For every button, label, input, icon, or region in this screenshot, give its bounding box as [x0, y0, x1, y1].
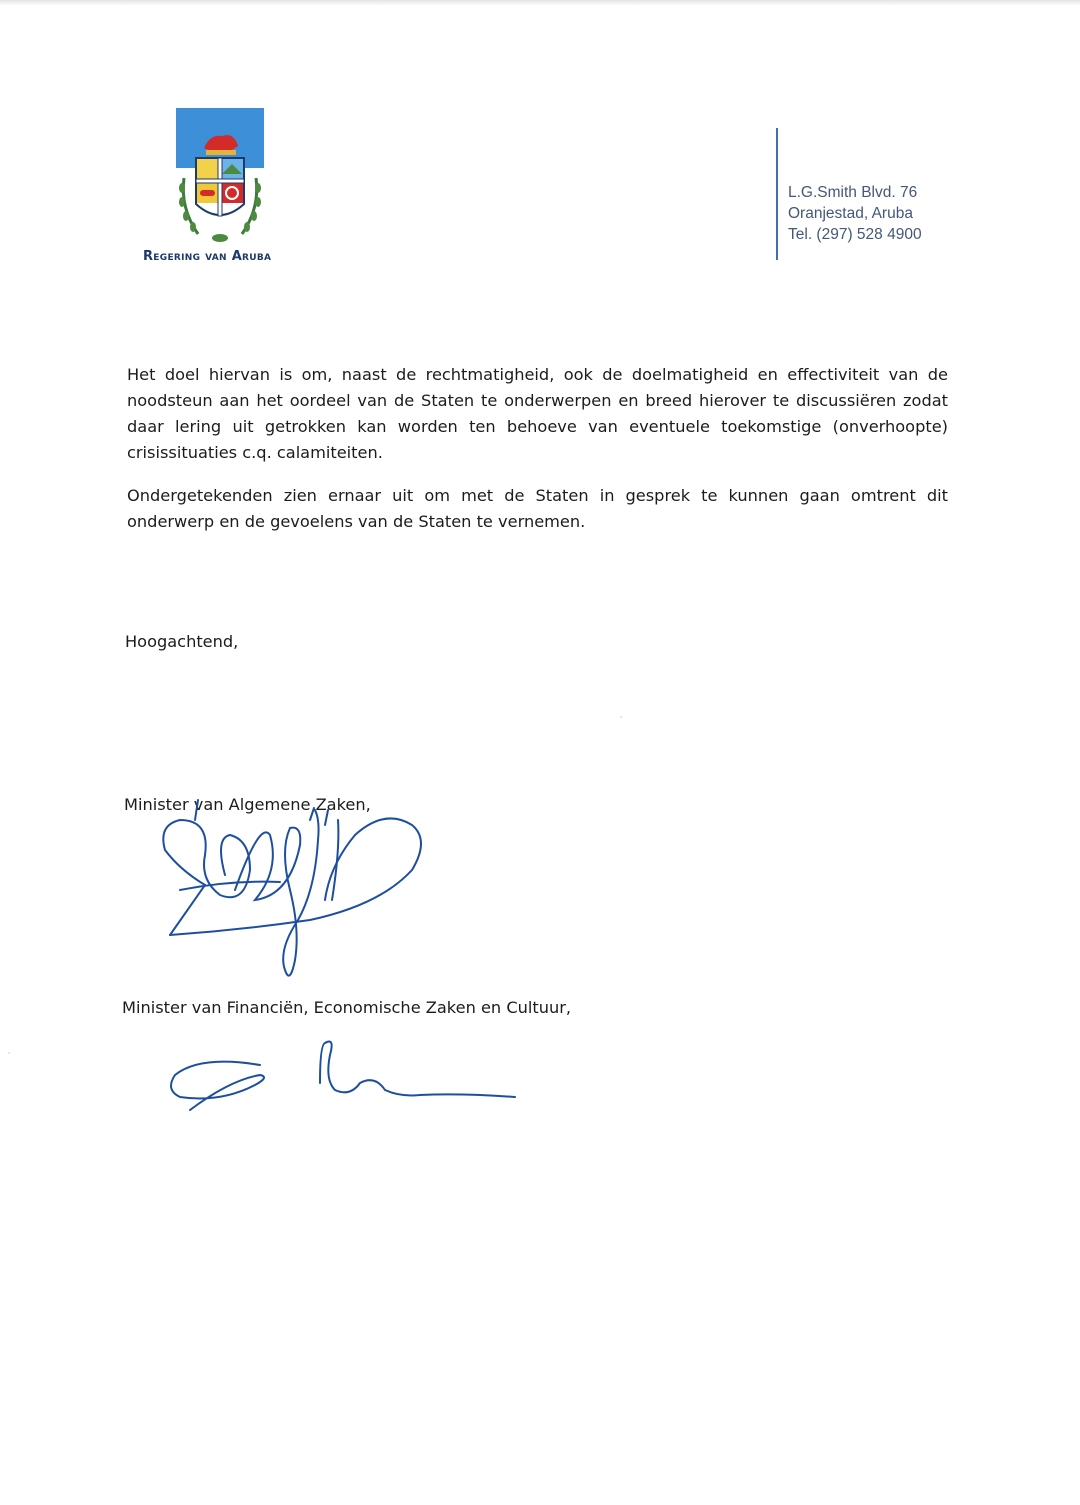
header-divider	[776, 128, 778, 260]
address-line: L.G.Smith Blvd. 76	[788, 184, 918, 201]
paragraph: Ondergetekenden zien ernaar uit om met de Staten in gesprek te kunnen gaan omtrent dit onderwerp en de gevoelens van de Staten te vernemen.	[127, 486, 948, 531]
closing-salutation: Hoogachtend,	[125, 632, 239, 651]
signatory-title-general-affairs: Minister van Algemene Zaken,	[124, 795, 371, 814]
page-top-edge	[0, 0, 1080, 6]
scan-artifact	[620, 716, 622, 718]
address-block	[788, 182, 922, 245]
letter-body	[127, 362, 948, 552]
signatory-title-finance: Minister van Financiën, Economische Zaken en Cultuur,	[122, 998, 572, 1017]
organization-name: Regering van Aruba	[143, 249, 272, 264]
paragraph: Het doel hiervan is om, naast de rechtmatigheid, ook de doelmatigheid en effectiviteit van de noodsteun aan het oordeel van de Staten te onderwerpen en breed hierover te discussiëren zodat daar lering uit getrokken kan worden ten behoeve van eventuele toekomstige (onverhoopte) crisissituaties c.q. calamiteiten.	[127, 365, 948, 462]
address-line: Tel. (297) 528 4900	[788, 226, 922, 243]
scan-artifact	[8, 1052, 10, 1054]
signature-1	[150, 780, 430, 990]
address-line: Oranjestad, Aruba	[788, 205, 913, 222]
coat-of-arms-logo	[176, 108, 264, 248]
signature-2	[160, 1035, 520, 1115]
